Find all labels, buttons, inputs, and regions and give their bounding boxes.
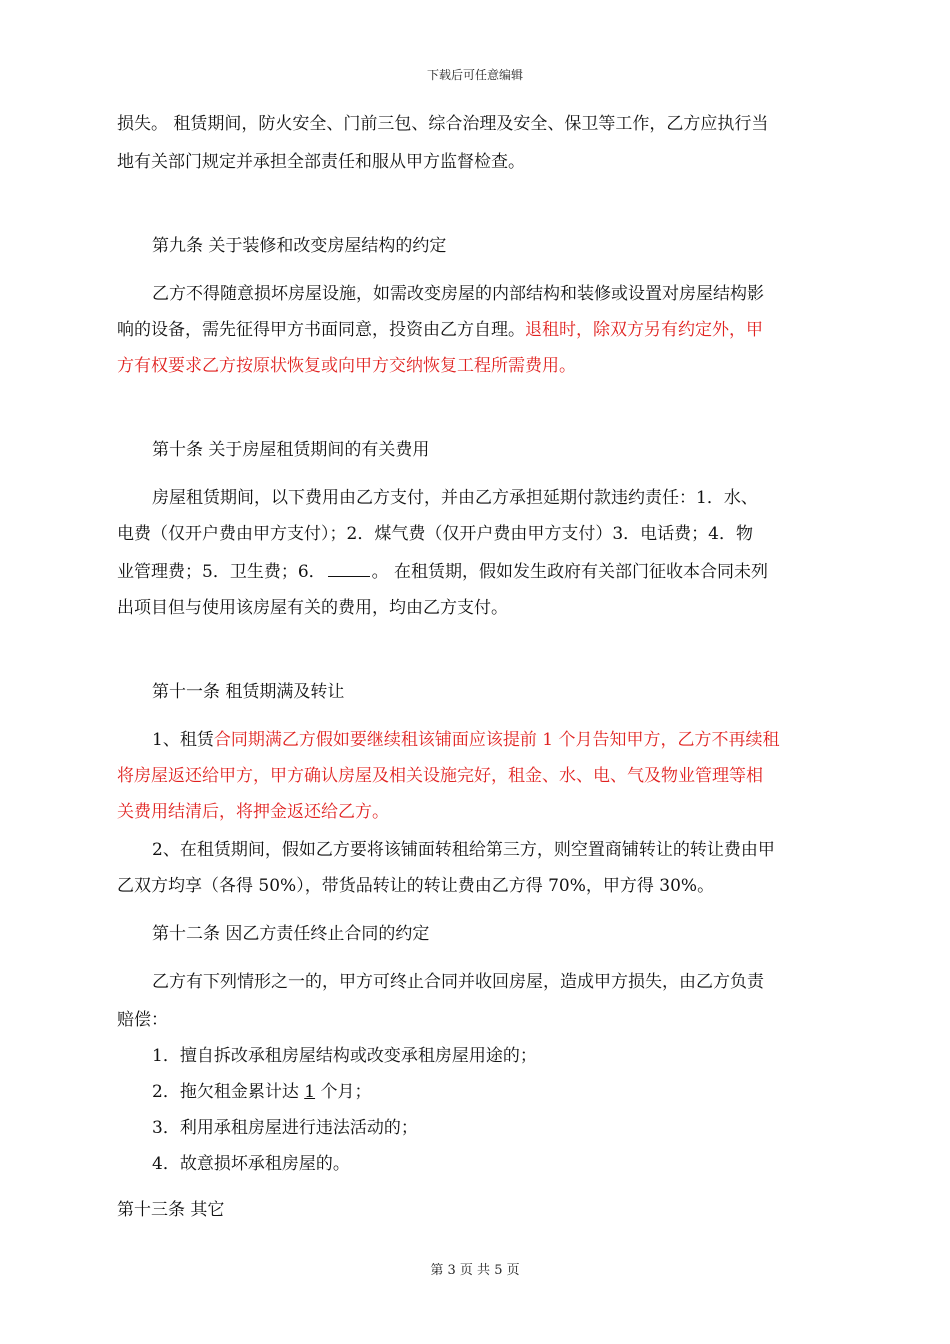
underlined-value: 1 [304, 1082, 316, 1102]
paragraph-text: 。 在租赁期，假如发生政府有关部门征收本合同未列 [371, 562, 769, 582]
article-13-title: 第十三条 其它 [117, 1200, 225, 1220]
list-item: 3．利用承租房屋进行违法活动的； [152, 1118, 418, 1138]
paragraph-line [117, 320, 763, 340]
fill-in-blank [328, 562, 370, 577]
paragraph-line: 2、在租赁期间，假如乙方要将该铺面转租给第三方，则空置商铺转让的转让费由甲 [152, 840, 775, 860]
paragraph-line: 乙方有下列情形之一的，甲方可终止合同并收回房屋，造成甲方损失，由乙方负责 [152, 972, 764, 992]
list-item [152, 1082, 371, 1102]
article-11-title: 第十一条 租赁期满及转让 [152, 682, 345, 702]
paragraph-line [117, 562, 768, 582]
article-10-title: 第十条 关于房屋租赁期间的有关费用 [152, 440, 430, 460]
paragraph-line: 赔偿： [117, 1010, 168, 1030]
page-header: 下载后可任意编辑 [426, 68, 523, 82]
list-item: 1．擅自拆改承租房屋结构或改变承租房屋用途的； [152, 1046, 537, 1066]
paragraph-line: 地有关部门规定并承担全部责任和服从甲方监督检查。 [117, 152, 525, 172]
highlighted-text: 关费用结清后，将押金返还给乙方。 [117, 802, 389, 822]
highlighted-text: 方有权要求乙方按原状恢复或向甲方交纳恢复工程所需费用。 [117, 356, 576, 376]
article-9-title: 第九条 关于装修和改变房屋结构的约定 [152, 236, 447, 256]
paragraph-line [152, 730, 779, 750]
paragraph-text: 个月； [315, 1082, 372, 1102]
highlighted-text: 合同期满乙方假如要继续租该铺面应该提前 1 个月告知甲方，乙方不再续租 [213, 730, 780, 750]
article-12-title: 第十二条 因乙方责任终止合同的约定 [152, 924, 430, 944]
paragraph-text: 业管理费；5．卫生费；6． [117, 562, 326, 582]
paragraph-text: 响的设备，需先征得甲方书面同意，投资由乙方自理。 [117, 320, 525, 340]
highlighted-text: 将房屋返还给甲方，甲方确认房屋及相关设施完好，租金、水、电、气及物业管理等相 [117, 766, 763, 786]
page-footer: 第 3 页 共 5 页 [430, 1263, 520, 1278]
paragraph-text: 2．拖欠租金累计达 [152, 1082, 305, 1102]
paragraph-line: 出项目但与使用该房屋有关的费用，均由乙方支付。 [117, 598, 508, 618]
highlighted-text: 退租时，除双方另有约定外，甲 [525, 320, 763, 340]
list-item: 4．故意损坏承租房屋的。 [152, 1154, 350, 1174]
paragraph-line: 房屋租赁期间，以下费用由乙方支付，并由乙方承担延期付款违约责任：1．水、 [152, 488, 758, 508]
paragraph-text: 1、租赁 [152, 730, 214, 750]
paragraph-line: 乙双方均享（各得 50%），带货品转让的转让费由乙方得 70%，甲方得 30%。 [117, 876, 715, 896]
paragraph-line: 乙方不得随意损坏房屋设施，如需改变房屋的内部结构和装修或设置对房屋结构影 [152, 284, 764, 304]
paragraph-line: 电费（仅开户费由甲方支付）；2．煤气费（仅开户费由甲方支付）3．电话费；4．物 [117, 524, 753, 544]
paragraph-line: 损失。 租赁期间，防火安全、门前三包、综合治理及安全、保卫等工作，乙方应执行当 [117, 114, 769, 134]
